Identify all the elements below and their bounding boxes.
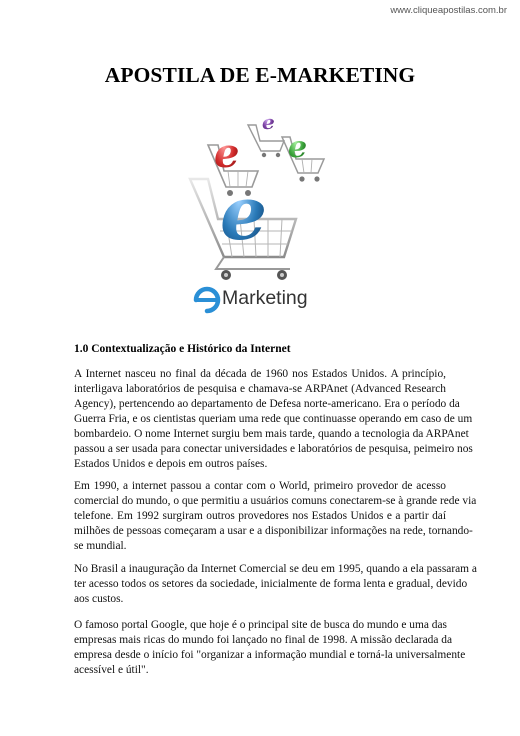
purple-cart-icon	[248, 110, 284, 157]
text-line: aos custos.	[74, 593, 124, 605]
text-line: empresa desde o início foi "organizar a informação mundial e torná-la universalmente	[74, 649, 466, 661]
text-line: A Internet nasceu no final da década de 1960 nos Estados Unidos. A princípio,	[74, 368, 446, 380]
svg-text:e: e	[288, 130, 308, 165]
paragraph-brasil	[74, 562, 477, 607]
svg-text:e: e	[214, 130, 240, 177]
paragraph-internet-origins	[74, 367, 473, 472]
text-line: acessível e útil".	[74, 664, 149, 676]
text-line: Em 1990, a internet passou a contar com o World, primeiro provedor de acesso	[74, 480, 446, 492]
text-line: milhões de pessoas começaram a usar e a disponibilizar informações na rede, tornando-	[74, 525, 473, 537]
logo-text: Marketing	[222, 287, 308, 309]
text-line: telefone. Em 1992 surgiram outros provedores nos Estados Unidos e a partir daí	[74, 510, 446, 522]
text-line: Estados Unidos e depois em outros países.	[74, 458, 268, 470]
svg-text:e: e	[220, 171, 268, 257]
paragraph-google	[74, 618, 466, 678]
blue-cart-icon	[190, 171, 296, 280]
document-title: APOSTILA DE E-MARKETING	[104, 63, 416, 87]
text-line: No Brasil a inauguração da Internet Comercial se deu em 1995, quando a ela passaram a	[74, 563, 477, 575]
section-heading: 1.0 Contextualização e Histórico da Internet	[74, 343, 291, 355]
svg-text:e: e	[262, 110, 275, 134]
text-line: ter acesso todos os setores da sociedade, inicialmente de forma lenta e gradual, devido	[74, 578, 468, 590]
site-url[interactable]: www.cliqueapostilas.com.br	[390, 5, 507, 16]
text-line: se mundial.	[74, 540, 127, 552]
paragraph-1990s	[74, 479, 477, 554]
emarketing-logo	[160, 107, 360, 317]
shopping-carts-illustration	[160, 107, 360, 287]
text-line: O famoso portal Google, que hoje é o principal site de busca do mundo e uma das	[74, 619, 447, 631]
text-line: bombardeio. O nome Internet surgiu bem mais tarde, quando a tecnologia da ARPAnet	[74, 428, 469, 440]
text-line: Guerra Fria, e os cientistas queriam uma rede que continuasse operando em caso de um	[74, 413, 473, 425]
text-line: interligava laboratórios de pesquisa e chamava-se ARPAnet (Advanced Research	[74, 383, 446, 395]
e-letter-icon	[190, 283, 224, 317]
text-line: Agency), pertencendo ao departamento de Defesa norte-americano. Era o período da	[74, 398, 460, 410]
text-line: empresas mais ricas do mundo foi lançado no final de 1998. A missão declarada da	[74, 634, 452, 646]
green-cart-icon	[282, 130, 324, 182]
text-line: comercial do mundo, o que permitiu a usuários comuns conectarem-se à grande rede via	[74, 495, 477, 507]
text-line: passou a ser usada para conectar universidades e laboratórios de pesquisa, peimeiro nos	[74, 443, 473, 455]
